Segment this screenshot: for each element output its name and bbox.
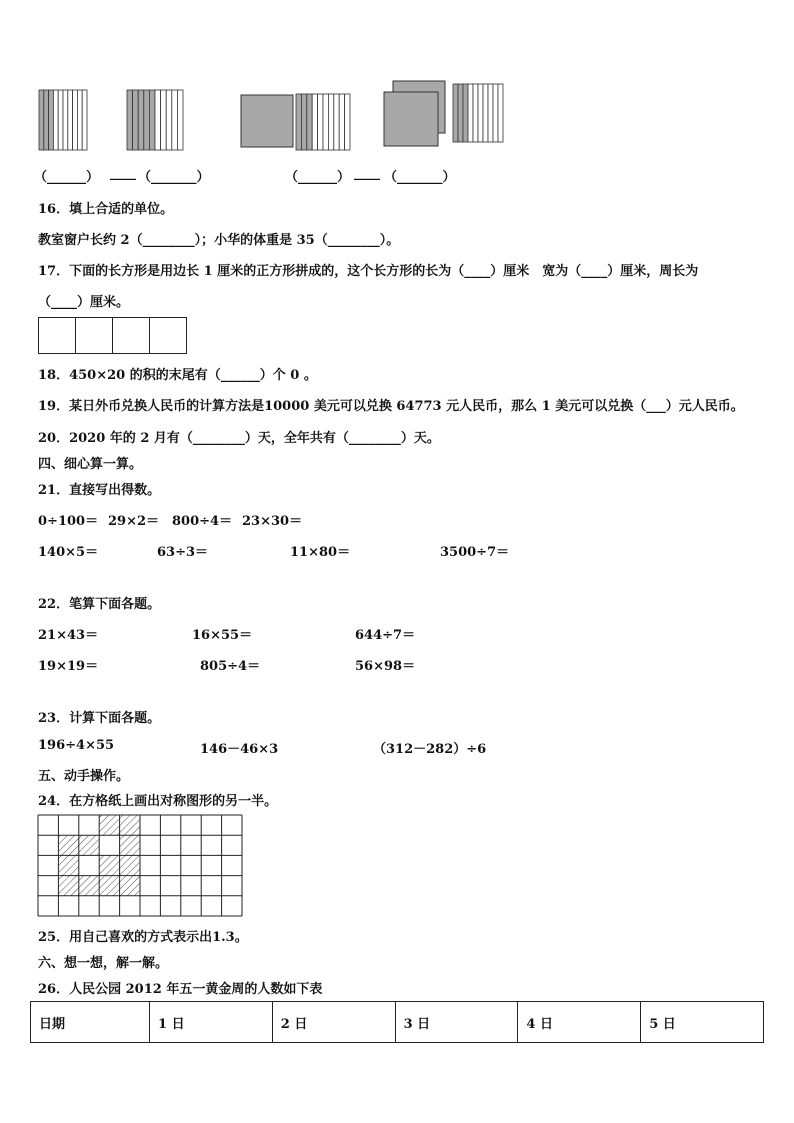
q22-r2-c3: 56×98＝: [355, 659, 416, 674]
tenth-strip: [478, 84, 483, 142]
tenth-strip: [138, 90, 144, 150]
hatched-cell: [99, 855, 119, 875]
tenth-strips-figure-2: [126, 89, 184, 151]
tenth-strip: [58, 90, 63, 150]
tenth-strip: [473, 84, 478, 142]
hatched-cell: [120, 815, 140, 835]
rectangle-of-squares: [38, 317, 188, 355]
q23-item-2: 146－46×3: [200, 742, 279, 757]
tenth-strip: [498, 84, 503, 142]
blank-a: （______）: [34, 170, 100, 185]
hatched-cell: [120, 855, 140, 875]
tenth-strip: [166, 90, 172, 150]
tenth-strip: [334, 94, 339, 150]
hatched-cell: [99, 815, 119, 835]
q22-r2-c1: 19×19＝: [38, 659, 99, 674]
tenth-strip: [155, 90, 161, 150]
tenth-strip: [77, 90, 82, 150]
q16-title: 16．填上合适的单位。: [38, 202, 174, 217]
q21-r1-c1: 0÷100＝: [38, 514, 99, 529]
tenth-strip: [73, 90, 78, 150]
q19: 19．某日外币兑换人民币的计算方法是10000 美元可以兑换 64773 元人民币，那么 1 美元可以兑换（___）元人民币。: [38, 399, 744, 414]
header-day-5: 5 日: [641, 1002, 764, 1043]
tenth-strip: [488, 84, 493, 142]
whole-square: [241, 95, 293, 147]
hatched-cell: [58, 835, 78, 855]
blank-b: ____: [110, 166, 136, 181]
hatched-cell: [58, 876, 78, 896]
tenth-strip: [307, 94, 312, 150]
tenth-strip: [161, 90, 167, 150]
hatched-cell: [79, 835, 99, 855]
q18: 18．450×20 的积的末尾有（______）个 0 。: [38, 368, 317, 383]
tenth-strip: [82, 90, 87, 150]
q23-title: 23．计算下面各题。: [38, 711, 161, 726]
q21-title: 21．直接写出得数。: [38, 483, 161, 498]
section-6-heading: 六、想一想，解一解。: [38, 956, 169, 971]
tenth-strip: [149, 90, 155, 150]
q17-line1: 17．下面的长方形是用边长 1 厘米的正方形拼成的，这个长方形的长为（____）厘米 宽为（____）厘米，周长为: [38, 264, 699, 279]
section-4-heading: 四、细心算一算。: [38, 457, 143, 472]
blank-f: （_______）: [384, 170, 456, 185]
header-day-3: 3 日: [395, 1002, 518, 1043]
header-day-2: 2 日: [272, 1002, 395, 1043]
tenth-strip: [53, 90, 58, 150]
whole-square: [384, 92, 438, 146]
q21-r2-c2: 63÷3＝: [157, 545, 209, 560]
q21-r2-c1: 140×5＝: [38, 545, 99, 560]
tenth-strip: [483, 84, 488, 142]
tenth-strip: [127, 90, 133, 150]
tenth-strip: [301, 94, 306, 150]
q21-r2-c4: 3500÷7＝: [440, 545, 510, 560]
q25: 25．用自己喜欢的方式表示出1.3。: [38, 930, 248, 945]
tenth-strip: [345, 94, 350, 150]
tenth-strip: [339, 94, 344, 150]
tenth-strip: [296, 94, 301, 150]
q23-item-3: （312－282）÷6: [373, 742, 487, 757]
tenth-strip: [44, 90, 49, 150]
tenth-strip: [493, 84, 498, 142]
tenth-strip: [68, 90, 73, 150]
tenth-strip: [453, 84, 458, 142]
q16-line: 教室窗户长约 2（________）；小华的体重是 35（________）。: [38, 233, 400, 248]
q22-title: 22．笔算下面各题。: [38, 597, 161, 612]
tenth-strip: [328, 94, 333, 150]
tenth-strip: [49, 90, 54, 150]
hatched-cell: [79, 876, 99, 896]
q22-r1-c1: 21×43＝: [38, 628, 99, 643]
q21-r1-c4: 23×30＝: [242, 514, 303, 529]
hatched-cell: [120, 876, 140, 896]
q21-r1-c2: 29×2＝: [108, 514, 160, 529]
table-row: [31, 1002, 764, 1043]
header-date: 日期: [31, 1002, 150, 1043]
q26-title: 26．人民公园 2012 年五一黄金周的人数如下表: [38, 982, 323, 997]
tenth-strip: [468, 84, 473, 142]
tenth-strip: [463, 84, 468, 142]
tenth-strip: [177, 90, 183, 150]
q22-r1-c2: 16×55＝: [192, 628, 253, 643]
tenth-strip: [133, 90, 139, 150]
header-day-1: 1 日: [150, 1002, 273, 1043]
hatched-cell: [120, 835, 140, 855]
overlapped-squares-figure-4: [383, 80, 507, 152]
q22-r1-c3: 644÷7＝: [355, 628, 416, 643]
tenth-strip: [144, 90, 150, 150]
header-day-4: 4 日: [518, 1002, 641, 1043]
blank-e: ____: [354, 166, 380, 181]
symmetry-grid: [38, 815, 244, 917]
tenth-strip: [63, 90, 68, 150]
tenth-strip: [318, 94, 323, 150]
blank-c: （_______）: [138, 170, 210, 185]
q23-item-1: 196÷4×55: [38, 738, 115, 753]
visitors-table: [30, 1001, 764, 1043]
q24: 24．在方格纸上画出对称图形的另一半。: [38, 794, 278, 809]
hatched-cell: [58, 855, 78, 875]
tenth-strips-figure-1: [38, 89, 88, 151]
q21-r1-c3: 800÷4＝: [172, 514, 233, 529]
square-and-strips-figure-3: [240, 93, 352, 151]
hatched-cell: [99, 876, 119, 896]
tenth-strip: [172, 90, 178, 150]
tenth-strip: [312, 94, 317, 150]
section-5-heading: 五、动手操作。: [38, 769, 130, 784]
tenth-strip: [323, 94, 328, 150]
q17-line2: （____）厘米。: [38, 295, 130, 310]
q22-r2-c2: 805÷4＝: [200, 659, 261, 674]
tenth-strip: [458, 84, 463, 142]
tenth-strip: [39, 90, 44, 150]
q21-r2-c3: 11×80＝: [290, 545, 351, 560]
q20: 20．2020 年的 2 月有（________）天，全年共有（________）天。: [38, 431, 440, 446]
blank-d: （______）: [285, 170, 351, 185]
